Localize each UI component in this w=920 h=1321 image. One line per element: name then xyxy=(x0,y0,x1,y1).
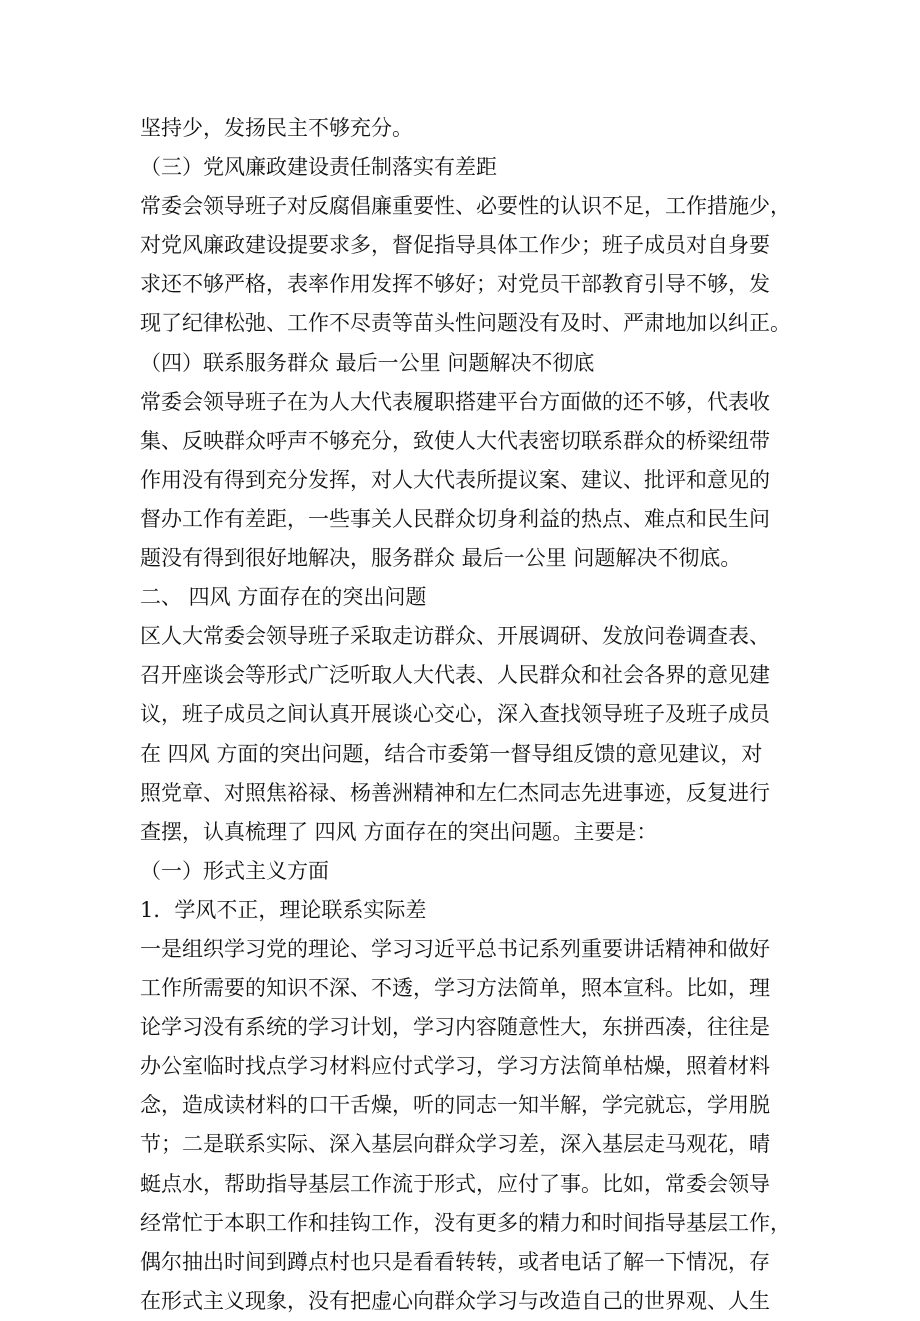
text-line: 区人大常委会领导班子采取走访群众、开展调研、发放问卷调查表、 xyxy=(140,624,770,649)
text-line: 召开座谈会等形式广泛听取人大代表、人民群众和社会各界的意见建 xyxy=(140,663,770,688)
text-line: 念，造成读材料的口干舌燥，听的同志一知半解，学完就忘，学用脱 xyxy=(140,1093,770,1118)
text-line: 偶尔抽出时间到蹲点村也只是看看转转，或者电话了解一下情况，存 xyxy=(140,1249,770,1274)
text-line: 对党风廉政建设提要求多，督促指导具体工作少；班子成员对自身要 xyxy=(140,233,770,258)
text-line: 督办工作有差距，一些事关人民群众切身利益的热点、难点和民生问 xyxy=(140,506,770,531)
text-line: 常委会领导班子在为人大代表履职搭建平台方面做的还不够，代表收 xyxy=(140,389,770,414)
section-heading: （一）形式主义方面 xyxy=(140,858,329,883)
subsection-heading: 1．学风不正，理论联系实际差 xyxy=(140,897,427,922)
text-line: 坚持少，发扬民主不够充分。 xyxy=(140,116,413,140)
section-heading: （四）联系服务群众 最后一公里 问题解决不彻底 xyxy=(140,350,595,375)
text-line: 议，班子成员之间认真开展谈心交心，深入查找领导班子及班子成员 xyxy=(140,702,770,727)
text-line: 蜓点水，帮助指导基层工作流于形式，应付了事。比如，常委会领导 xyxy=(140,1171,770,1196)
text-line: 查摆，认真梳理了 四风 方面存在的突出问题。主要是： xyxy=(140,819,658,844)
text-line: 办公室临时找点学习材料应付式学习，学习方法简单枯燥，照着材料 xyxy=(140,1054,770,1079)
text-line: 集、反映群众呼声不够充分，致使人大代表密切联系群众的桥梁纽带 xyxy=(140,428,770,453)
text-line: 现了纪律松弛、工作不尽责等苗头性问题没有及时、严肃地加以纠正。 xyxy=(140,311,791,336)
text-line: 一是组织学习党的理论、学习习近平总书记系列重要讲话精神和做好 xyxy=(140,936,770,961)
text-line: 节；二是联系实际、深入基层向群众学习差，深入基层走马观花，晴 xyxy=(140,1132,770,1157)
text-line: 在 四风 方面的突出问题，结合市委第一督导组反馈的意见建议，对 xyxy=(140,741,763,766)
text-line: 工作所需要的知识不深、不透，学习方法简单，照本宣科。比如，理 xyxy=(140,976,770,1001)
section-heading: （三）党风廉政建设责任制落实有差距 xyxy=(140,155,497,180)
body-text xyxy=(140,109,790,1321)
text-line: 论学习没有系统的学习计划，学习内容随意性大，东拼西凑，往往是 xyxy=(140,1015,770,1040)
section-heading: 二、 四风 方面存在的突出问题 xyxy=(140,585,427,610)
text-line: 在形式主义现象，没有把虚心向群众学习与改造自己的世界观、人生 xyxy=(140,1288,770,1313)
text-line: 求还不够严格，表率作用发挥不够好；对党员干部教育引导不够，发 xyxy=(140,272,770,297)
text-line: 题没有得到很好地解决，服务群众 最后一公里 问题解决不彻底。 xyxy=(140,546,742,571)
text-line: 照党章、对照焦裕禄、杨善洲精神和左仁杰同志先进事迹，反复进行 xyxy=(140,780,770,805)
text-line: 作用没有得到充分发挥，对人大代表所提议案、建议、批评和意见的 xyxy=(140,467,770,492)
text-line: 经常忙于本职工作和挂钩工作，没有更多的精力和时间指导基层工作， xyxy=(140,1210,791,1235)
text-line: 常委会领导班子对反腐倡廉重要性、必要性的认识不足，工作措施少， xyxy=(140,194,791,219)
